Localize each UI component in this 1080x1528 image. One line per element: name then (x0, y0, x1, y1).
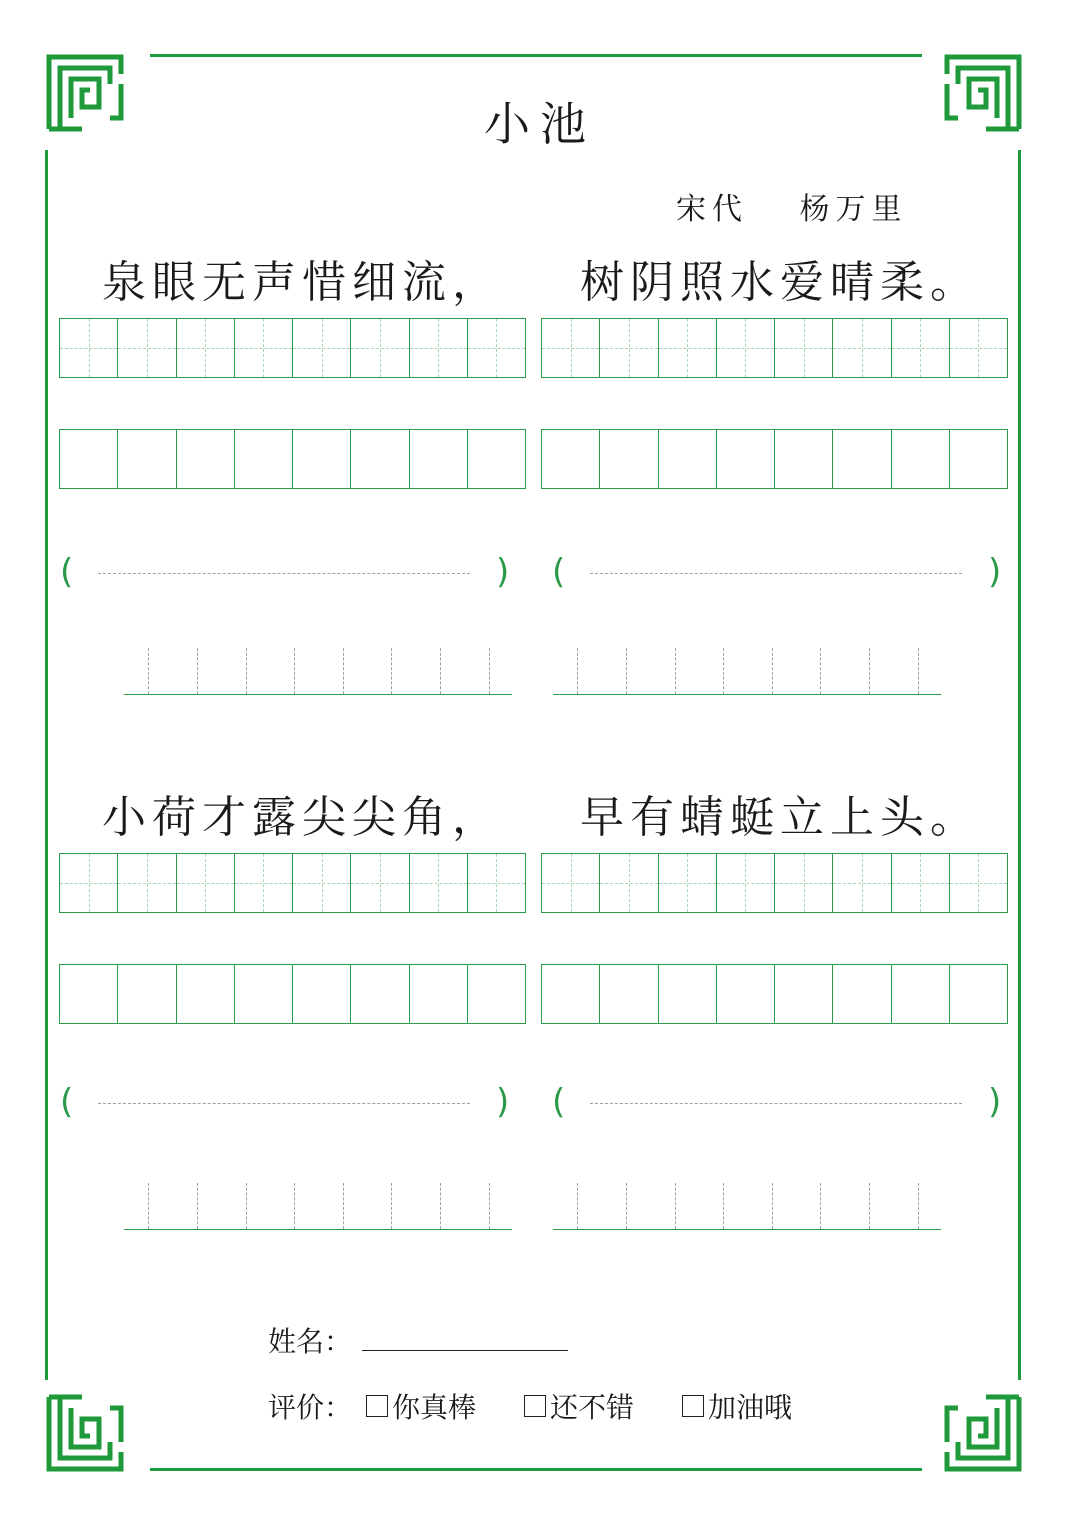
poem-title: 小池 (484, 97, 596, 151)
corner-ornament-icon (46, 1394, 124, 1472)
open-paren: ( (60, 552, 74, 592)
close-paren: ) (496, 1082, 510, 1122)
open-paren: ( (552, 552, 566, 592)
checkbox-icon[interactable] (682, 1395, 704, 1417)
verse-line-left: 小荷才露尖尖角， (102, 792, 502, 843)
checkbox-icon[interactable] (524, 1395, 546, 1417)
option-label: 加油哦 (708, 1391, 793, 1424)
answer-dotted-line[interactable] (98, 573, 470, 574)
writing-baseline-left[interactable] (124, 648, 512, 695)
tian-grid-right[interactable] (541, 318, 1008, 378)
square-grid-left[interactable] (59, 964, 526, 1024)
frame-bottom-border (150, 1468, 922, 1471)
verse-line-right: 早有蜻蜓立上头。 (580, 792, 980, 843)
open-paren: ( (552, 1082, 566, 1122)
corner-ornament-icon (944, 1394, 1022, 1472)
checkbox-icon[interactable] (366, 1395, 388, 1417)
tian-grid-right[interactable] (541, 853, 1008, 913)
frame-right-border (1018, 150, 1021, 1380)
option-label: 你真棒 (392, 1391, 477, 1424)
tian-grid-left[interactable] (59, 853, 526, 913)
verse-line-left: 泉眼无声惜细流， (102, 257, 502, 308)
close-paren: ) (988, 1082, 1002, 1122)
writing-baseline-right[interactable] (553, 1183, 941, 1230)
square-grid-left[interactable] (59, 429, 526, 489)
answer-dotted-line[interactable] (590, 573, 962, 574)
close-paren: ) (988, 552, 1002, 592)
option-label: 还不错 (550, 1391, 635, 1424)
open-paren: ( (60, 1082, 74, 1122)
writing-baseline-left[interactable] (124, 1183, 512, 1230)
answer-dotted-line[interactable] (590, 1103, 962, 1104)
answer-dotted-line[interactable] (98, 1103, 470, 1104)
evaluation-label: 评价： (268, 1391, 353, 1424)
frame-left-border (45, 150, 48, 1380)
tian-grid-left[interactable] (59, 318, 526, 378)
close-paren: ) (496, 552, 510, 592)
checkbox-option-keep-trying[interactable] (682, 1386, 792, 1426)
writing-baseline-right[interactable] (553, 648, 941, 695)
checkbox-option-good[interactable] (524, 1386, 634, 1426)
verse-line-right: 树阴照水爱晴柔。 (580, 257, 980, 308)
square-grid-right[interactable] (541, 964, 1008, 1024)
name-input-line[interactable] (362, 1350, 568, 1351)
frame-top-border (150, 54, 922, 57)
checkbox-option-great[interactable] (366, 1386, 476, 1426)
poem-author: 宋代 杨万里 (676, 192, 908, 227)
square-grid-right[interactable] (541, 429, 1008, 489)
name-label: 姓名： (268, 1325, 353, 1358)
